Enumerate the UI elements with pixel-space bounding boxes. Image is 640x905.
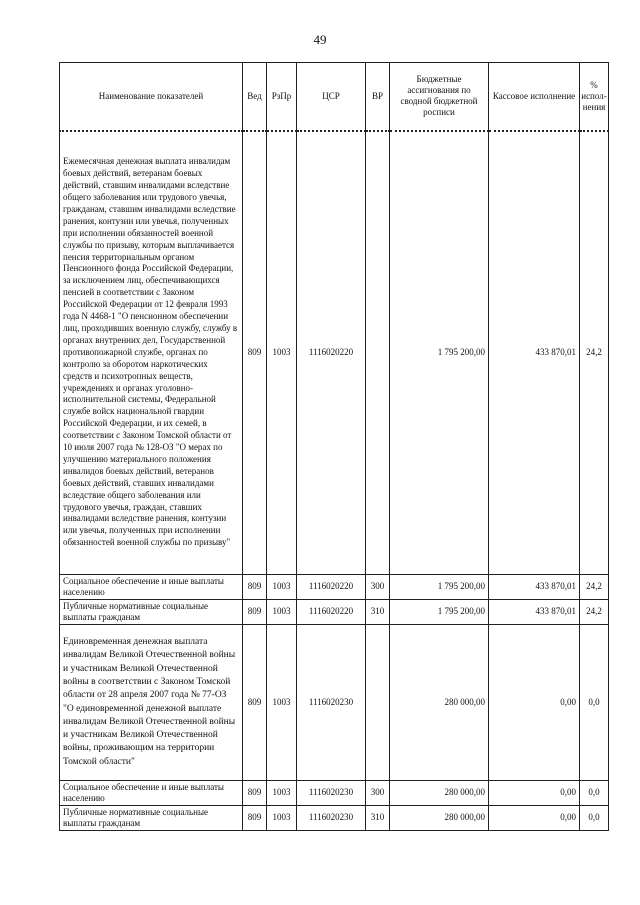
row-cash: 0,00 bbox=[489, 625, 580, 781]
row-csr: 1116020230 bbox=[297, 781, 366, 806]
row-vr: 300 bbox=[366, 575, 390, 600]
header-pct: % испол-нения bbox=[580, 63, 609, 131]
row-name: Единовременная денежная выплата инвалидам Великой Отечественной войны и участникам Великой Отечественной войны в соответствии с Законом Томской области от 28 апреля 2007 года № 77-ОЗ "О единовременной денежной выплате инвалидам Великой Отечественной войны и участникам Великой Отечественной войны, проживающим на территории Томской области" bbox=[60, 625, 243, 781]
row-ved: 809 bbox=[243, 625, 267, 781]
row-rzpr: 1003 bbox=[267, 781, 297, 806]
row-rzpr: 1003 bbox=[267, 131, 297, 575]
row-budget: 280 000,00 bbox=[390, 625, 489, 781]
row-csr: 1116020220 bbox=[297, 600, 366, 625]
row-csr: 1116020220 bbox=[297, 575, 366, 600]
header-name: Наименование показателей bbox=[60, 63, 243, 131]
row-name: Социальное обеспечение и иные выплаты населению bbox=[60, 781, 243, 806]
row-rzpr: 1003 bbox=[267, 600, 297, 625]
table-header-row bbox=[60, 63, 609, 131]
row-name: Публичные нормативные социальные выплаты гражданам bbox=[60, 806, 243, 831]
row-cash: 433 870,01 bbox=[489, 131, 580, 575]
row-cash: 0,00 bbox=[489, 806, 580, 831]
row-pct: 0,0 bbox=[580, 806, 609, 831]
row-cash: 433 870,01 bbox=[489, 575, 580, 600]
header-cash: Кассовое исполнение bbox=[489, 63, 580, 131]
table-row bbox=[60, 806, 609, 831]
row-name: Публичные нормативные социальные выплаты гражданам bbox=[60, 600, 243, 625]
row-name: Социальное обеспечение и иные выплаты населению bbox=[60, 575, 243, 600]
row-pct: 24,2 bbox=[580, 131, 609, 575]
row-pct: 24,2 bbox=[580, 575, 609, 600]
row-ved: 809 bbox=[243, 781, 267, 806]
row-budget: 280 000,00 bbox=[390, 781, 489, 806]
row-cash: 433 870,01 bbox=[489, 600, 580, 625]
row-rzpr: 1003 bbox=[267, 575, 297, 600]
row-budget: 1 795 200,00 bbox=[390, 600, 489, 625]
row-budget: 280 000,00 bbox=[390, 806, 489, 831]
row-name: Ежемесячная денежная выплата инвалидам боевых действий, ветеранам боевых действий, ставшим инвалидами вследствие общего заболевания или трудового увечья, гражданам, ставшим инвалидами вследствие ранения, контузии или увечья, полученных при исполнении обязанностей военной службы по призыву, которым выплачивается пенсия территориальным органом Пенсионного фонда Российской Федерации, за исключением лиц, обеспечивающихся пенсией в соответствии с Законом Российской Федерации от 12 февраля 1993 года N 4468-1 "О пенсионном обеспечении лиц, проходивших военную службу, службу в органах внутренних дел, Государственной противопожарной службе, органах по контролю за оборотом наркотических средств и психотропных веществ, учреждениях и органах уголовно-исполнительной системы, Федеральной службе войск национальной гвардии Российской Федерации, и их семей, в соответствии с Законом Томской области от 10 июля 2007 года № 128-ОЗ "О мерах по улучшению материального положения инвалидов боевых действий, ветеранов боевых действий, ставших инвалидами вследствие общего заболевания или трудового увечья, граждан, ставших инвалидами вследствие ранения, контузии или увечья, полученных при исполнении обязанностей военной службы по призыву" bbox=[60, 131, 243, 575]
row-vr: 300 bbox=[366, 781, 390, 806]
row-ved: 809 bbox=[243, 131, 267, 575]
table-row bbox=[60, 575, 609, 600]
row-pct: 24,2 bbox=[580, 600, 609, 625]
row-rzpr: 1003 bbox=[267, 806, 297, 831]
table-row bbox=[60, 625, 609, 781]
header-budget: Бюджетные ассигнования по сводной бюджетной росписи bbox=[390, 63, 489, 131]
table-row bbox=[60, 600, 609, 625]
row-cash: 0,00 bbox=[489, 781, 580, 806]
row-csr: 1116020220 bbox=[297, 131, 366, 575]
row-budget: 1 795 200,00 bbox=[390, 131, 489, 575]
row-pct: 0,0 bbox=[580, 625, 609, 781]
row-ved: 809 bbox=[243, 600, 267, 625]
row-ved: 809 bbox=[243, 806, 267, 831]
row-pct: 0,0 bbox=[580, 781, 609, 806]
header-vr: ВР bbox=[366, 63, 390, 131]
row-vr bbox=[366, 625, 390, 781]
header-csr: ЦСР bbox=[297, 63, 366, 131]
row-csr: 1116020230 bbox=[297, 625, 366, 781]
row-budget: 1 795 200,00 bbox=[390, 575, 489, 600]
table-row bbox=[60, 131, 609, 575]
row-rzpr: 1003 bbox=[267, 625, 297, 781]
row-vr: 310 bbox=[366, 806, 390, 831]
header-rzpr: РзПр bbox=[267, 63, 297, 131]
row-vr: 310 bbox=[366, 600, 390, 625]
header-ved: Вед bbox=[243, 63, 267, 131]
budget-execution-table bbox=[59, 62, 609, 831]
row-vr bbox=[366, 131, 390, 575]
page-number: 49 bbox=[313, 32, 327, 47]
row-csr: 1116020230 bbox=[297, 806, 366, 831]
table-row bbox=[60, 781, 609, 806]
row-ved: 809 bbox=[243, 575, 267, 600]
